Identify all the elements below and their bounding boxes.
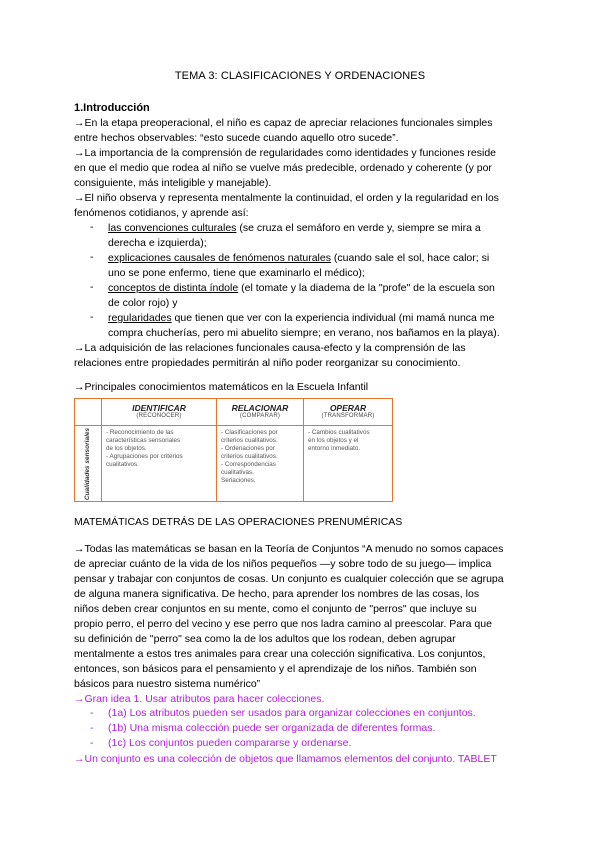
sub-idea-item: (1a) Los atributos pueden ser usados para organizar colecciones en conjuntos. <box>108 707 476 719</box>
table-header: OPERAR (TRANSFORMAR) <box>321 403 375 419</box>
table-cell: - Cambios cualitativos en los objetos y el entorno inmediato. <box>308 429 370 452</box>
list-item-text: (cuando sale el sol, hace calor; si <box>330 252 490 264</box>
bullet-dash: - <box>90 737 94 749</box>
paragraph-line: →La adquisición de las relaciones funcionales causa-efecto y la comprensión de las <box>74 342 466 354</box>
page-title: TEMA 3: CLASIFICACIONES Y ORDENACIONES <box>174 70 426 82</box>
underlined-term: explicaciones causales de fenómenos naturales <box>108 252 331 264</box>
bullet-dash: - <box>90 707 94 719</box>
knowledge-table <box>74 398 393 502</box>
paragraph-line: en que el medio que rodea al niño se vuelve más predecible, ordenado y coherente (y por <box>74 162 492 174</box>
paragraph-line: su definición de "perro" sea como la de los adultos que los rodean, deben agrupar <box>74 633 456 645</box>
bullet-dash: - <box>90 281 94 293</box>
table-cell: - Reconocimiento de las características sensoriales de los objetos. - Agrupaciones por criterios cualitativos. <box>106 429 183 468</box>
list-item-text: que tienen que ver con la experiencia individual (mi mamá nunca me <box>171 312 495 324</box>
paragraph-line: fenómenos cotidianos, y aprende así: <box>74 207 249 219</box>
paragraph-line: →En la etapa preoperacional, el niño es capaz de apreciar relaciones funcionales simples <box>74 117 493 129</box>
paragraph-line: entre hechos observables: “esto sucede cuando aquello otro sucede”. <box>74 132 399 144</box>
table-cell: - Clasificaciones por criterios cualitativos. - Ordenaciones por criterios cualitativos. - Correspondencias cualitativas. Seriaciones. <box>221 429 278 484</box>
paragraph-line: mentalmente a estos tres animales para crear una colección significativa. Los conjuntos, <box>74 648 486 660</box>
table-header: IDENTIFICAR (RECONOCER) <box>132 403 186 419</box>
underlined-term: regularidades <box>108 312 172 324</box>
paragraph-line: →Principales conocimientos matemáticos en la Escuela Infantil <box>74 381 369 393</box>
bullet-dash: - <box>90 221 94 233</box>
table-header: RELACIONAR (COMPARAR) <box>231 403 289 419</box>
list-item <box>108 221 526 236</box>
sub-idea-item: (1c) Los conjuntos pueden compararse y ordenarse. <box>108 737 352 749</box>
list-item-continuation: compra chucherías, pero mi abuelito siempre; en verano, nos bañamos en la playa). <box>108 327 500 339</box>
bullet-dash: - <box>90 311 94 323</box>
paragraph-line: pensar y trabajar con conjuntos de cosas. Un conjunto es cualquier colección que se agrupa <box>74 573 504 585</box>
list-item <box>108 311 526 326</box>
underlined-term: las convenciones culturales <box>108 222 237 234</box>
bullet-dash: - <box>90 251 94 263</box>
underlined-term: conceptos de distinta índole <box>108 282 239 294</box>
paragraph-line: niños deben crear conjuntos en su mente, como el conjunto de "perros" que incluye su <box>74 603 477 615</box>
paragraph-line: relaciones entre propiedades permitirán al niño poder reorganizar su conocimiento. <box>74 357 461 369</box>
list-item-text: (el tomate y la diadema de la "profe" de la escuela son <box>238 282 495 294</box>
bullet-dash: - <box>90 722 94 734</box>
paragraph-line: consiguiente, más inteligible y manejable). <box>74 177 272 189</box>
intro-heading: 1.Introducción <box>74 102 150 114</box>
list-item-continuation: derecha e izquierda); <box>108 237 207 249</box>
list-item-continuation: uno se pone enfermo, tiene que examinarlo el médico); <box>108 267 365 279</box>
paragraph-line: →Todas las matemáticas se basan en la Teoría de Conjuntos “A menudo no somos capaces <box>74 543 504 555</box>
set-definition-line: →Un conjunto es una colección de objetos que llamamos elementos del conjunto. TABLET <box>74 753 497 765</box>
paragraph-line: básicos para nuestro sistema numérico” <box>74 678 261 690</box>
paragraph-line: de alguna manera significativa. De hecho, para aprender los nombres de las cosas, los <box>74 588 480 600</box>
paragraph-line: propio perro, el perro del vecino y ese perro que nos ladra camino al preescolar. Para que <box>74 618 492 630</box>
paragraph-line: de apreciar cuánto de la vida de los niños pequeños —y sobre todo de su juego— implica <box>74 558 492 570</box>
paragraph-line: entonces, son básicos para el pensamiento y el aprendizaje de los niños. También son <box>74 663 477 675</box>
paragraph-line: →El niño observa y representa mentalmente la continuidad, el orden y la regularidad en los <box>74 192 499 204</box>
list-item <box>108 251 526 266</box>
list-item <box>108 281 526 296</box>
big-idea-line: →Gran idea 1. Usar atributos para hacer colecciones. <box>74 693 325 705</box>
paragraph-line: →La importancia de la comprensión de regularidades como identidades y funciones reside <box>74 147 496 159</box>
sub-idea-item: (1b) Una misma colección puede ser organizada de diferentes formas. <box>108 722 436 734</box>
section-heading: MATEMÁTICAS DETRÁS DE LAS OPERACIONES PRENUMÉRICAS <box>74 516 403 528</box>
list-item-text: (se cruza el semáforo en verde y, siempre se mira a <box>236 222 481 234</box>
list-item-continuation: de color rojo) y <box>108 297 178 309</box>
table-row-label: Cualidades sensoriales <box>84 427 91 501</box>
